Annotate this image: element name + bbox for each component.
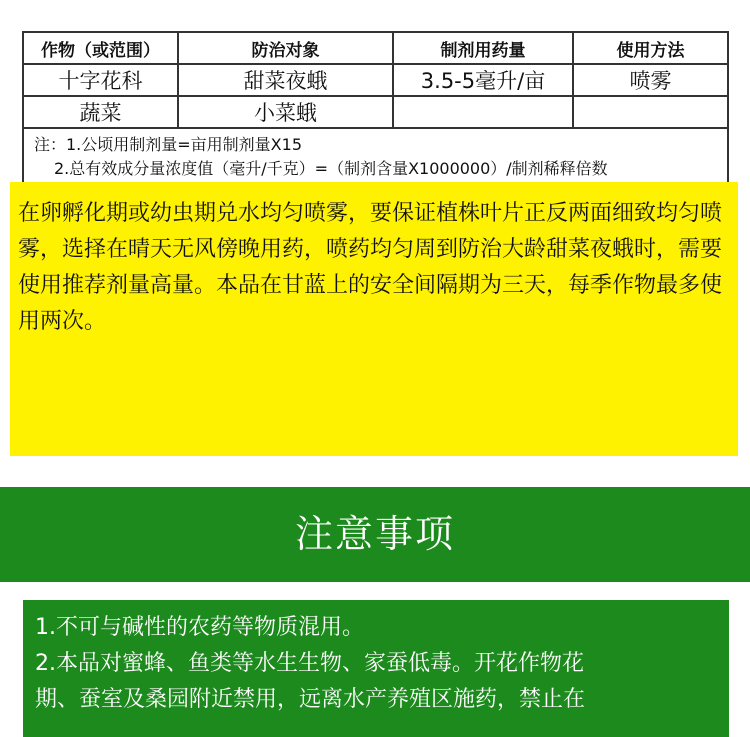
list-item: 2.本品对蜜蜂、鱼类等水生生物、家蚕低毒。开花作物花: [35, 651, 584, 676]
table-row: [23, 64, 728, 96]
header-dosage: 制剂用药量: [393, 32, 573, 64]
header-crop: 作物（或范围）: [23, 32, 178, 64]
instructions-text: 在卵孵化期或幼虫期兑水均匀喷雾，要保证植株叶片正反两面细致均匀喷雾，选择在晴天无风傍晚用药，喷药均匀周到防治大龄甜菜夜蛾时，需要使用推荐剂量高量。本品在甘蓝上的安全间隔期为三天，每季作物最多使用两次。: [18, 201, 723, 334]
precautions-header-band: [0, 487, 750, 582]
usage-table: [22, 31, 729, 185]
header-target: 防治对象: [178, 32, 393, 64]
table-header-row: [23, 32, 728, 64]
cell-crop: 十字花科: [23, 64, 178, 96]
cell-target: 小菜蛾: [178, 96, 393, 128]
cell-crop: 蔬菜: [23, 96, 178, 128]
cell-target: 甜菜夜蛾: [178, 64, 393, 96]
table-row: [23, 96, 728, 128]
cell-dosage: [393, 96, 573, 128]
usage-table-container: [22, 31, 727, 185]
cell-dosage: 3.5-5毫升/亩: [393, 64, 573, 96]
precautions-box: [23, 600, 729, 737]
header-method: 使用方法: [573, 32, 728, 64]
list-item: 1.不可与碱性的农药等物质混用。: [35, 615, 364, 640]
note-line-1: 注：1.公顷用制剂量=亩用制剂量X15: [34, 135, 302, 154]
table-note-row: [23, 128, 728, 184]
cell-method: 喷雾: [573, 64, 728, 96]
instructions-panel: [10, 182, 738, 456]
precautions-list: [23, 600, 729, 718]
table-note: [23, 128, 728, 184]
precautions-title: 注意事项: [294, 512, 455, 556]
note-line-2: 2.总有效成分量浓度值（毫升/千克）=（制剂含量X1000000）/制剂稀释倍数: [54, 159, 608, 178]
list-item: 期、蚕室及桑园附近禁用，远离水产养殖区施药，禁止在: [35, 687, 586, 712]
cell-method: [573, 96, 728, 128]
